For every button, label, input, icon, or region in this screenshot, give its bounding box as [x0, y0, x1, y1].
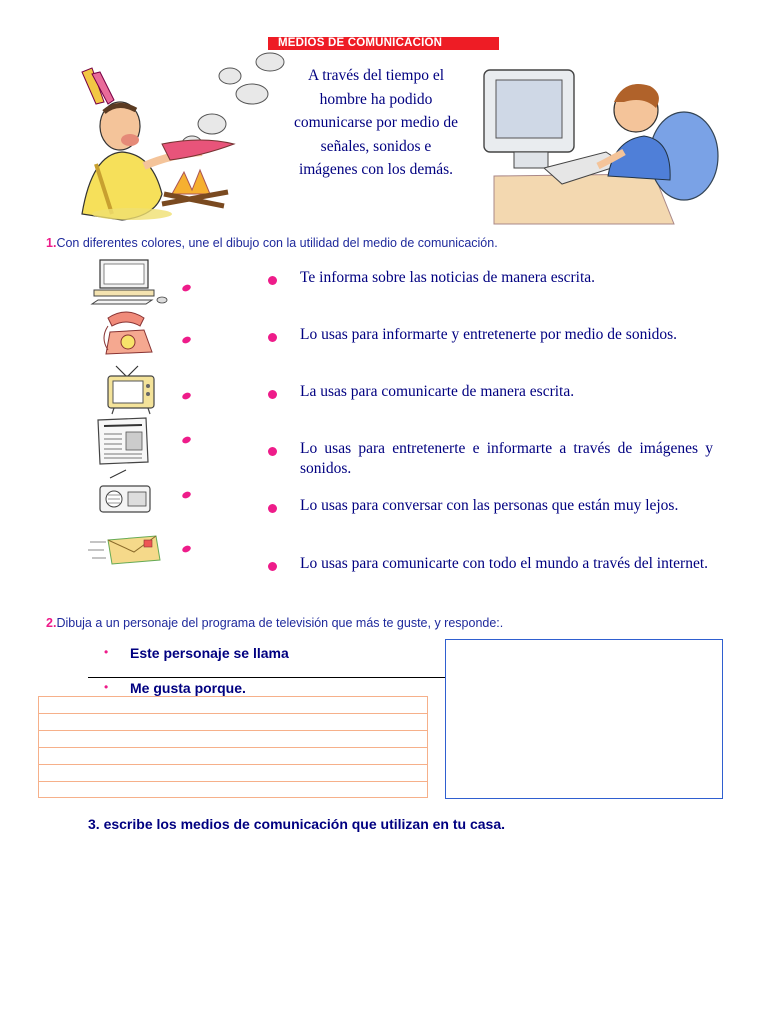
- description-3: La usas para comunicarte de manera escrita.: [300, 383, 575, 400]
- reason-label: Me gusta porque.: [130, 680, 246, 696]
- computer-icon[interactable]: [86, 256, 178, 308]
- match-dot-5[interactable]: [181, 490, 192, 499]
- description-bullet-5[interactable]: [268, 504, 277, 513]
- question-1-number: 1.: [46, 236, 57, 250]
- description-bullet-2[interactable]: [268, 333, 277, 342]
- intro-text: A través del tiempo el hombre ha podido comunicarse por medio de señales, sonidos e imágenes con los demás.: [294, 67, 458, 178]
- drawing-area[interactable]: [445, 639, 723, 799]
- character-name-label: Este personaje se llama: [130, 645, 289, 661]
- writing-lines[interactable]: [38, 696, 428, 798]
- radio-icon[interactable]: [86, 468, 178, 520]
- smoke-signal-illustration: [52, 44, 302, 224]
- question-1-heading: [46, 236, 498, 250]
- question-2-heading: [46, 616, 503, 630]
- question-2-text: Dibuja a un personaje del programa de televisión que más te guste, y responde:.: [56, 616, 504, 630]
- match-dot-6[interactable]: [181, 544, 192, 553]
- bullet-1: •: [104, 645, 109, 659]
- character-name-line[interactable]: [88, 677, 445, 678]
- writing-line[interactable]: [39, 764, 427, 765]
- question-3-text: 3. escribe los medios de comunicación que utilizan en tu casa.: [88, 816, 506, 832]
- match-dot-4[interactable]: [181, 435, 192, 444]
- writing-line[interactable]: [39, 730, 427, 731]
- match-dot-1[interactable]: [181, 283, 192, 292]
- match-dot-2[interactable]: [181, 335, 192, 344]
- television-icon[interactable]: [86, 364, 178, 416]
- description-bullet-3[interactable]: [268, 390, 277, 399]
- description-bullet-1[interactable]: [268, 276, 277, 285]
- description-6: Lo usas para comunicarte con todo el mundo a través del internet.: [300, 555, 709, 572]
- writing-line[interactable]: [39, 781, 427, 782]
- description-2: Lo usas para informarte y entretenerte por medio de sonidos.: [300, 326, 678, 343]
- letter-icon[interactable]: [86, 528, 178, 580]
- description-1: Te informa sobre las noticias de manera escrita.: [300, 269, 596, 286]
- description-5: Lo usas para conversar con las personas que están muy lejos.: [300, 497, 679, 514]
- description-bullet-4[interactable]: [268, 447, 277, 456]
- telephone-icon[interactable]: [86, 308, 178, 360]
- question-2-number: 2.: [46, 616, 57, 630]
- writing-line[interactable]: [39, 713, 427, 714]
- bullet-2: •: [104, 680, 109, 694]
- page-title: MEDIOS DE COMUNICACION: [268, 37, 499, 50]
- description-bullet-6[interactable]: [268, 562, 277, 571]
- description-4: Lo usas para entretenerte e informarte a través de imágenes y sonidos.: [300, 440, 713, 477]
- writing-line[interactable]: [39, 747, 427, 748]
- match-dot-3[interactable]: [181, 391, 192, 400]
- computer-boy-illustration: [474, 56, 724, 226]
- newspaper-icon[interactable]: [86, 414, 178, 466]
- question-1-text: Con diferentes colores, une el dibujo con la utilidad del medio de comunicación.: [56, 236, 498, 250]
